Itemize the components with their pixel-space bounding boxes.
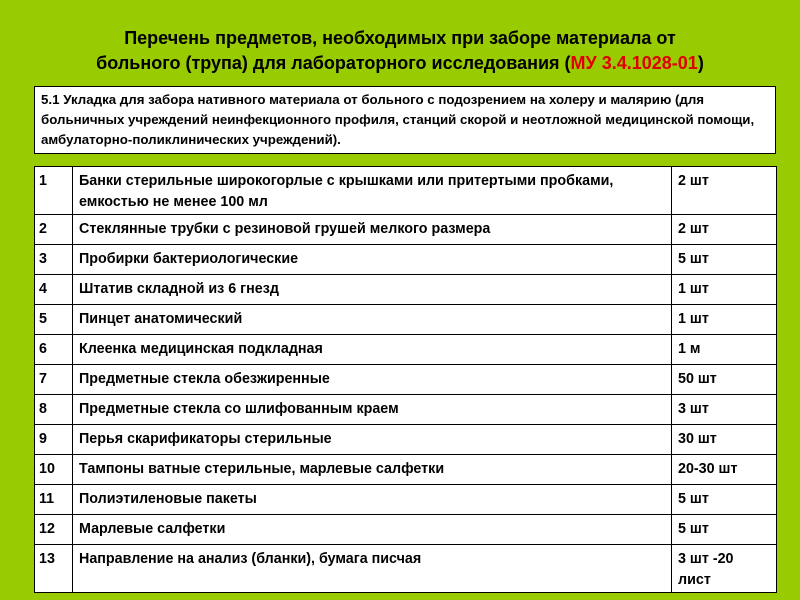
title-line-1: Перечень предметов, необходимых при заборе материала от [124, 28, 676, 48]
regulation-reference: МУ 3.4.1028-01 [570, 53, 698, 73]
table-row [35, 545, 777, 593]
item-name: Предметные стекла со шлифованным краем [73, 395, 672, 425]
item-quantity: 5 шт [672, 245, 777, 275]
item-name: Клеенка медицинская подкладная [73, 335, 672, 365]
items-table-body [35, 167, 777, 593]
item-quantity: 50 шт [672, 365, 777, 395]
title-line-2-end: ) [697, 53, 704, 73]
row-number: 5 [35, 305, 73, 335]
items-table [34, 166, 777, 593]
table-row [35, 455, 777, 485]
item-name: Штатив складной из 6 гнезд [73, 275, 672, 305]
item-quantity: 5 шт [672, 515, 777, 545]
row-number: 4 [35, 275, 73, 305]
row-number: 9 [35, 425, 73, 455]
table-row [35, 515, 777, 545]
item-name: Стеклянные трубки с резиновой грушей мелкого размера [73, 215, 672, 245]
row-number: 13 [35, 545, 73, 593]
table-row [35, 335, 777, 365]
item-quantity: 2 шт [672, 215, 777, 245]
table-row [35, 485, 777, 515]
table-row [35, 167, 777, 215]
subtitle-box [34, 86, 776, 154]
item-quantity: 3 шт [672, 395, 777, 425]
item-name: Пробирки бактериологические [73, 245, 672, 275]
table-row [35, 425, 777, 455]
item-name: Марлевые салфетки [73, 515, 672, 545]
table-row [35, 215, 777, 245]
table-row [35, 395, 777, 425]
table-row [35, 275, 777, 305]
item-name: Предметные стекла обезжиренные [73, 365, 672, 395]
title-line-2 [20, 51, 780, 76]
item-quantity: 2 шт [672, 167, 777, 215]
row-number: 6 [35, 335, 73, 365]
row-number: 12 [35, 515, 73, 545]
row-number: 8 [35, 395, 73, 425]
item-name: Пинцет анатомический [73, 305, 672, 335]
subtitle-number: 5.1 [41, 92, 60, 107]
table-row [35, 305, 777, 335]
item-quantity: 5 шт [672, 485, 777, 515]
page-title [20, 26, 780, 76]
item-name: Полиэтиленовые пакеты [73, 485, 672, 515]
item-quantity: 1 шт [672, 305, 777, 335]
item-quantity: 30 шт [672, 425, 777, 455]
item-quantity: 3 шт -20 лист [672, 545, 777, 593]
row-number: 3 [35, 245, 73, 275]
item-name: Перья скарификаторы стерильные [73, 425, 672, 455]
item-name: Тампоны ватные стерильные, марлевые салфетки [73, 455, 672, 485]
item-quantity: 1 шт [672, 275, 777, 305]
row-number: 2 [35, 215, 73, 245]
subtitle-text: Укладка для забора нативного материала от больного с подозрением на холеру и малярию (для больничных учреждений неинфекционного профиля, станций скорой и неотложной медицинской помощи, амбулаторно-поликлинических учреждений). [41, 92, 755, 147]
title-line-2-text: больного (трупа) для лабораторного исследования ( [96, 53, 571, 73]
item-name: Банки стерильные широкогорлые с крышками или притертыми пробками, емкостью не менее 100 мл [73, 167, 672, 215]
table-row [35, 245, 777, 275]
item-quantity: 20-30 шт [672, 455, 777, 485]
table-row [35, 365, 777, 395]
row-number: 10 [35, 455, 73, 485]
row-number: 11 [35, 485, 73, 515]
row-number: 1 [35, 167, 73, 215]
item-quantity: 1 м [672, 335, 777, 365]
row-number: 7 [35, 365, 73, 395]
item-name: Направление на анализ (бланки), бумага писчая [73, 545, 672, 593]
